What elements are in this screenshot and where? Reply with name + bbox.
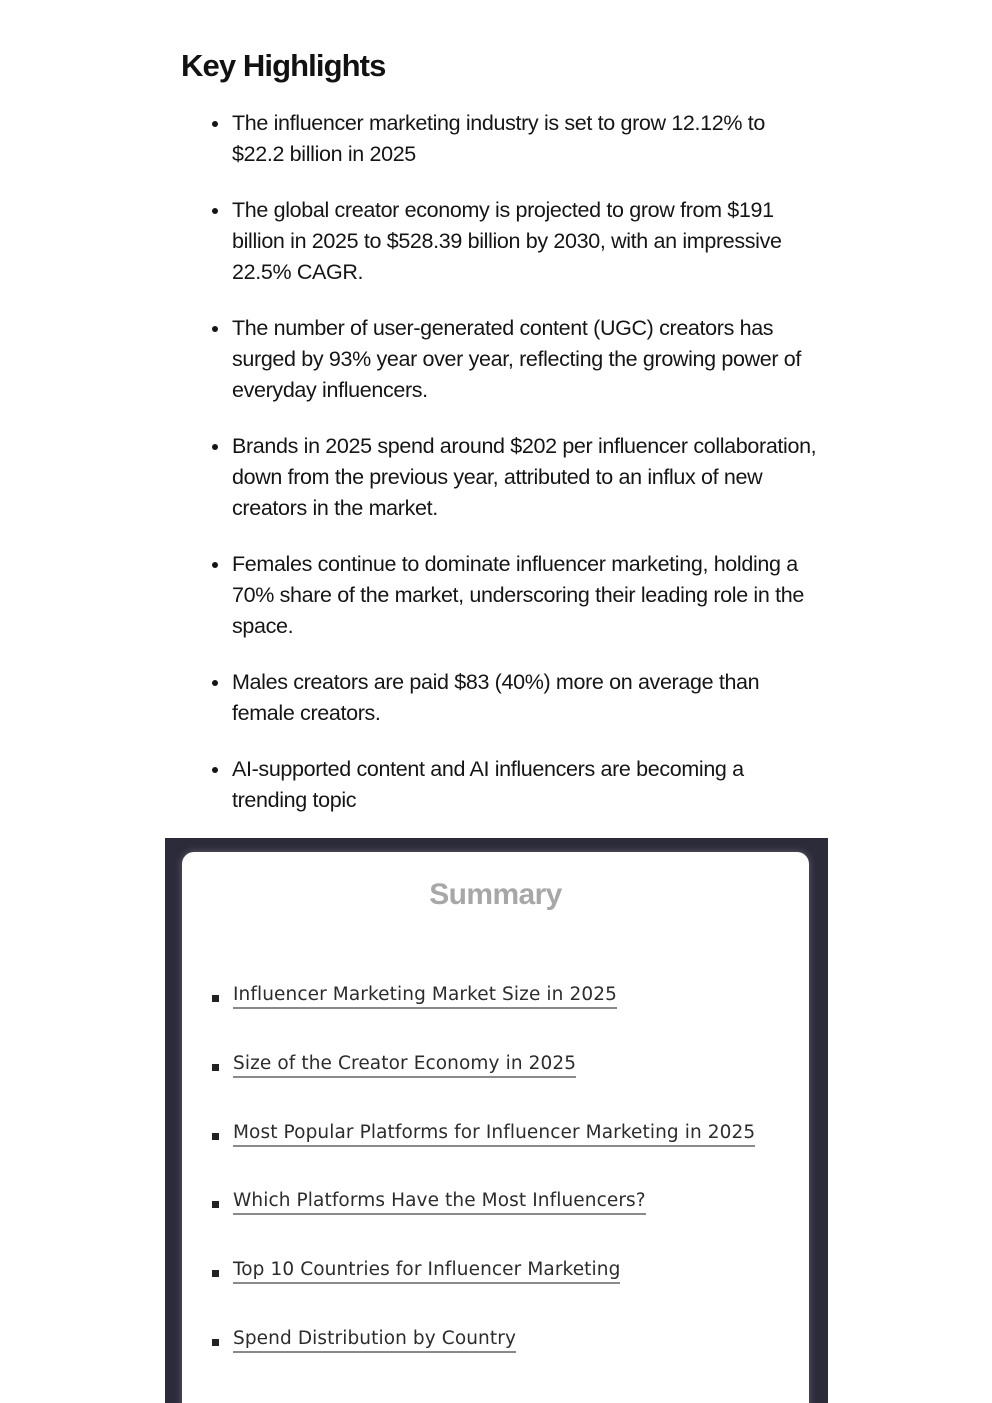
summary-link-most-influencers[interactable]: Which Platforms Have the Most Influencers? [233, 1190, 646, 1215]
summary-link-popular-platforms[interactable]: Most Popular Platforms for Influencer Marketing in 2025 [233, 1122, 755, 1147]
highlight-item: Females continue to dominate influencer marketing, holding a 70% share of the market, underscoring their leading role in the space. [232, 549, 822, 642]
highlight-item: The influencer marketing industry is set to grow 12.12% to $22.2 billion in 2025 [232, 108, 822, 170]
highlight-item: AI-supported content and AI influencers are becoming a trending topic [232, 754, 822, 816]
summary-list-item [233, 1259, 755, 1328]
summary-list-item [233, 1053, 755, 1122]
summary-list-item [233, 1328, 755, 1397]
summary-link-top-countries[interactable]: Top 10 Countries for Influencer Marketing [233, 1259, 620, 1284]
highlight-item: The global creator economy is projected to grow from $191 billion in 2025 to $528.39 billion by 2030, with an impressive 22.5% CAGR. [232, 195, 822, 288]
summary-title: Summary [429, 878, 562, 911]
summary-box [165, 838, 828, 1403]
key-highlights-heading: Key Highlights [181, 48, 386, 83]
summary-link-spend-distribution[interactable]: Spend Distribution by Country [233, 1328, 516, 1353]
summary-card [182, 852, 809, 1403]
key-highlights-list [232, 108, 822, 841]
highlight-item: Brands in 2025 spend around $202 per influencer collaboration, down from the previous year, attributed to an influx of new creators in the market. [232, 431, 822, 524]
summary-link-creator-economy[interactable]: Size of the Creator Economy in 2025 [233, 1053, 576, 1078]
highlight-item: Males creators are paid $83 (40%) more on average than female creators. [232, 667, 822, 729]
summary-link-market-size[interactable]: Influencer Marketing Market Size in 2025 [233, 984, 617, 1009]
summary-list-item [233, 984, 755, 1053]
summary-list-item [233, 1190, 755, 1259]
summary-list-item [233, 1122, 755, 1191]
summary-link-list [233, 984, 755, 1397]
highlight-item: The number of user-generated content (UGC) creators has surged by 93% year over year, reflecting the growing power of everyday influencers. [232, 313, 822, 406]
